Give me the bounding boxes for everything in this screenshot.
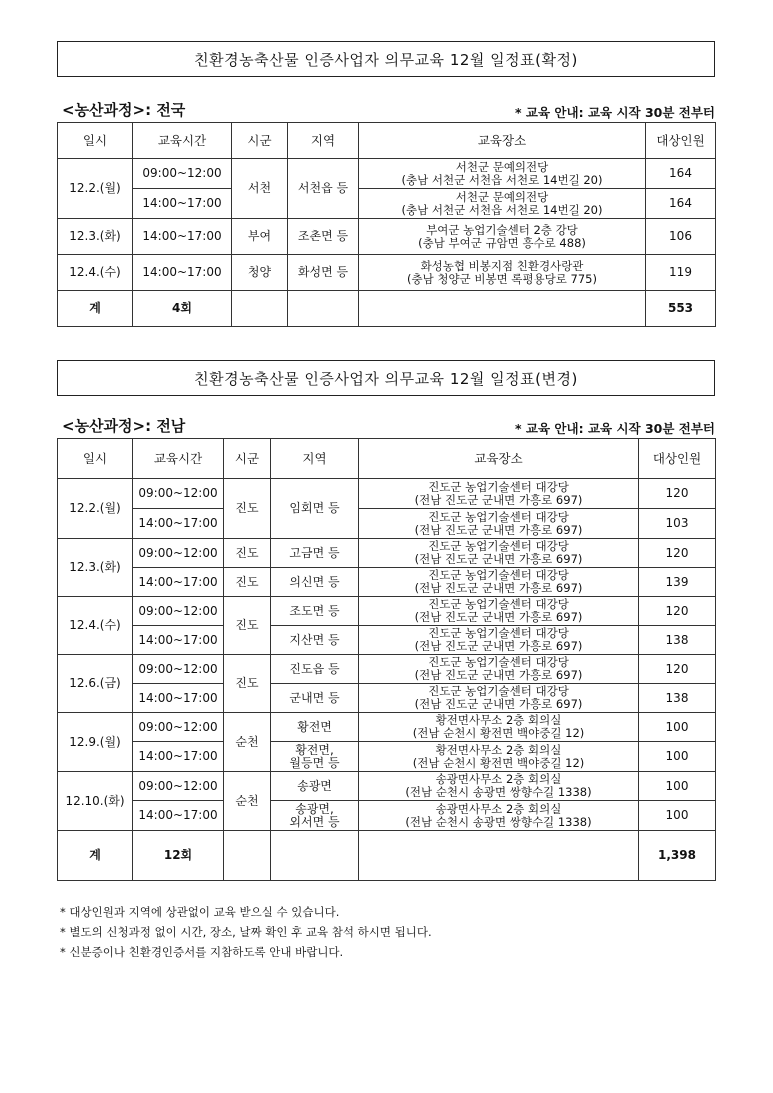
place-address: (전남 진도군 군내면 가흥로 697) [414,697,583,711]
region-cell: 황전면 [271,713,359,742]
place-cell [359,255,646,291]
header-count: 대상인원 [639,439,716,479]
county-cell: 청양 [232,255,288,291]
count-cell: 119 [646,255,716,291]
table-row [58,742,716,772]
count-cell: 100 [639,713,716,742]
total-row [58,831,716,881]
region-cell: 서천읍 등 [288,159,359,219]
total-sessions: 4회 [133,291,232,327]
place-name: 서천군 문예의전당 [455,159,549,174]
table-row [58,479,716,509]
place-cell [359,655,639,684]
table-row [58,684,716,713]
time-cell: 14:00~17:00 [133,684,224,713]
schedule-table-confirmed [57,122,716,327]
county-cell: 서천 [232,159,288,219]
place-cell [359,801,639,831]
place-name: 화성농협 비봉지점 친환경사랑관 [420,258,584,273]
table-row [58,713,716,742]
table-row [58,219,716,255]
table-row [58,597,716,626]
place-address: (전남 순천시 송광면 쌍향수길 1338) [405,785,592,799]
place-name: 진도군 농업기술센터 대강당 [428,509,569,524]
table-row [58,189,716,219]
place-address: (전남 진도군 군내면 가흥로 697) [414,639,583,653]
time-cell: 14:00~17:00 [133,255,232,291]
header-county: 시군 [224,439,271,479]
place-cell [359,626,639,655]
date-cell: 12.10.(화) [58,772,133,831]
table-row [58,159,716,189]
header-county: 시군 [232,123,288,159]
date-cell: 12.9.(월) [58,713,133,772]
time-cell: 09:00~12:00 [133,597,224,626]
table-row [58,255,716,291]
total-label: 계 [58,291,133,327]
county-cell: 진도 [224,655,271,713]
place-address: (전남 진도군 군내면 가흥로 697) [414,581,583,595]
region-cell: 군내면 등 [271,684,359,713]
table-row [58,626,716,655]
place-address: (전남 진도군 군내면 가흥로 697) [414,492,583,507]
place-cell [359,479,639,509]
place-name: 진도군 농업기술센터 대강당 [428,597,569,611]
table-header-row [58,123,716,159]
schedule-table-changed [57,438,716,881]
table-row [58,801,716,831]
county-cell: 순천 [224,713,271,772]
time-cell: 09:00~12:00 [133,479,224,509]
total-row [58,291,716,327]
place-address: (전남 순천시 황전면 백야중길 12) [412,726,585,740]
place-address: (충남 부여군 규암면 흥수로 488) [418,235,586,250]
time-cell: 14:00~17:00 [133,801,224,831]
course-label-nationwide: <농산과정>: 전국 [62,101,186,119]
place-address: (전남 순천시 송광면 쌍향수길 1338) [405,814,592,829]
date-cell: 12.3.(화) [58,539,133,597]
count-cell: 164 [646,159,716,189]
place-cell [359,568,639,597]
count-cell: 138 [639,626,716,655]
table-row [58,655,716,684]
table-row [58,509,716,539]
place-name: 진도군 농업기술센터 대강당 [428,568,569,582]
date-cell: 12.3.(화) [58,219,133,255]
place-address: (전남 진도군 군내면 가흥로 697) [414,668,583,682]
time-cell: 09:00~12:00 [133,655,224,684]
notice-text: * 교육 안내: 교육 시작 30분 전부터 [515,105,715,120]
table-row [58,772,716,801]
region-cell: 임회면 등 [271,479,359,539]
date-cell: 12.2.(월) [58,479,133,539]
header-count: 대상인원 [646,123,716,159]
count-cell: 120 [639,655,716,684]
header-place: 교육장소 [359,123,646,159]
count-cell: 106 [646,219,716,255]
count-cell: 120 [639,597,716,626]
county-cell: 진도 [224,597,271,655]
date-cell: 12.4.(수) [58,597,133,655]
place-cell [359,597,639,626]
count-cell: 138 [639,684,716,713]
place-cell [359,713,639,742]
note-item: * 신분증이나 친환경인증서를 지참하도록 안내 바랍니다. [60,945,344,959]
header-time: 교육시간 [133,123,232,159]
place-name: 부여군 농업기술센터 2층 강당 [426,222,578,237]
county-cell: 진도 [224,539,271,568]
place-name: 진도군 농업기술센터 대강당 [428,655,569,669]
time-cell: 09:00~12:00 [133,772,224,801]
region-cell: 조도면 등 [271,597,359,626]
place-name: 진도군 농업기술센터 대강당 [428,626,569,640]
place-name: 송광면사무소 2층 회의실 [435,772,562,786]
time-cell: 09:00~12:00 [133,713,224,742]
region-cell: 의신면 등 [271,568,359,597]
region-cell: 진도읍 등 [271,655,359,684]
place-cell [359,539,639,568]
total-sessions: 12회 [133,831,224,881]
table-row [58,539,716,568]
header-region: 지역 [288,123,359,159]
place-address: (전남 진도군 군내면 가흥로 697) [414,522,583,537]
region-cell: 화성면 등 [288,255,359,291]
count-cell: 164 [646,189,716,219]
place-cell [359,684,639,713]
count-cell: 120 [639,539,716,568]
time-cell: 14:00~17:00 [133,189,232,219]
region-cell: 지산면 등 [271,626,359,655]
date-cell: 12.4.(수) [58,255,133,291]
time-cell: 14:00~17:00 [133,219,232,255]
count-cell: 100 [639,801,716,831]
place-name: 황전면사무소 2층 회의실 [435,713,562,727]
place-cell [359,219,646,255]
place-cell [359,742,639,772]
county-cell: 진도 [224,479,271,539]
place-cell [359,772,639,801]
place-address: (충남 서천군 서천읍 서천로 14번길 20) [401,202,603,217]
place-cell [359,509,639,539]
time-cell: 14:00~17:00 [133,509,224,539]
place-name: 서천군 문예의전당 [455,189,549,204]
region-cell: 송광면, 외서면 등 [271,801,359,831]
schedule-title-changed: 친환경농축산물 인증사업자 의무교육 12월 일정표(변경) [57,360,715,396]
total-count: 553 [646,291,716,327]
course-label-jeonnam: <농산과정>: 전남 [62,417,186,435]
place-cell [359,159,646,189]
schedule-title-confirmed: 친환경농축산물 인증사업자 의무교육 12월 일정표(확정) [57,41,715,77]
count-cell: 100 [639,772,716,801]
table-row [58,568,716,597]
total-count: 1,398 [639,831,716,881]
notes-list [60,902,432,962]
time-cell: 14:00~17:00 [133,742,224,772]
county-cell: 진도 [224,568,271,597]
county-cell: 순천 [224,772,271,831]
place-cell [359,189,646,219]
time-cell: 14:00~17:00 [133,626,224,655]
count-cell: 139 [639,568,716,597]
time-cell: 09:00~12:00 [133,159,232,189]
region-cell: 고금면 등 [271,539,359,568]
region-cell: 황전면, 월등면 등 [271,742,359,772]
region-cell: 조촌면 등 [288,219,359,255]
region-cell: 송광면 [271,772,359,801]
date-cell: 12.2.(월) [58,159,133,219]
date-cell: 12.6.(금) [58,655,133,713]
place-name: 황전면사무소 2층 회의실 [435,742,562,757]
place-address: (전남 순천시 황전면 백야중길 12) [412,755,585,770]
place-name: 진도군 농업기술센터 대강당 [428,479,569,494]
time-cell: 09:00~12:00 [133,539,224,568]
place-name: 송광면사무소 2층 회의실 [435,801,562,816]
place-address: (충남 청양군 비봉면 록평용당로 775) [407,271,597,286]
header-place: 교육장소 [359,439,639,479]
note-item: * 대상인원과 지역에 상관없이 교육 받으실 수 있습니다. [60,905,340,919]
count-cell: 100 [639,742,716,772]
place-address: (전남 진도군 군내면 가흥로 697) [414,552,583,566]
header-date: 일시 [58,123,133,159]
county-cell: 부여 [232,219,288,255]
note-item: * 별도의 신청과정 없이 시간, 장소, 날짜 확인 후 교육 참석 하시면 됩니다. [60,925,432,939]
place-name: 진도군 농업기술센터 대강당 [428,684,569,698]
header-date: 일시 [58,439,133,479]
time-cell: 14:00~17:00 [133,568,224,597]
header-time: 교육시간 [133,439,224,479]
notice-text: * 교육 안내: 교육 시작 30분 전부터 [515,421,715,436]
place-address: (충남 서천군 서천읍 서천로 14번길 20) [401,172,603,187]
table-header-row [58,439,716,479]
place-address: (전남 진도군 군내면 가흥로 697) [414,610,583,624]
count-cell: 103 [639,509,716,539]
header-region: 지역 [271,439,359,479]
total-label: 계 [58,831,133,881]
count-cell: 120 [639,479,716,509]
place-name: 진도군 농업기술센터 대강당 [428,539,569,553]
